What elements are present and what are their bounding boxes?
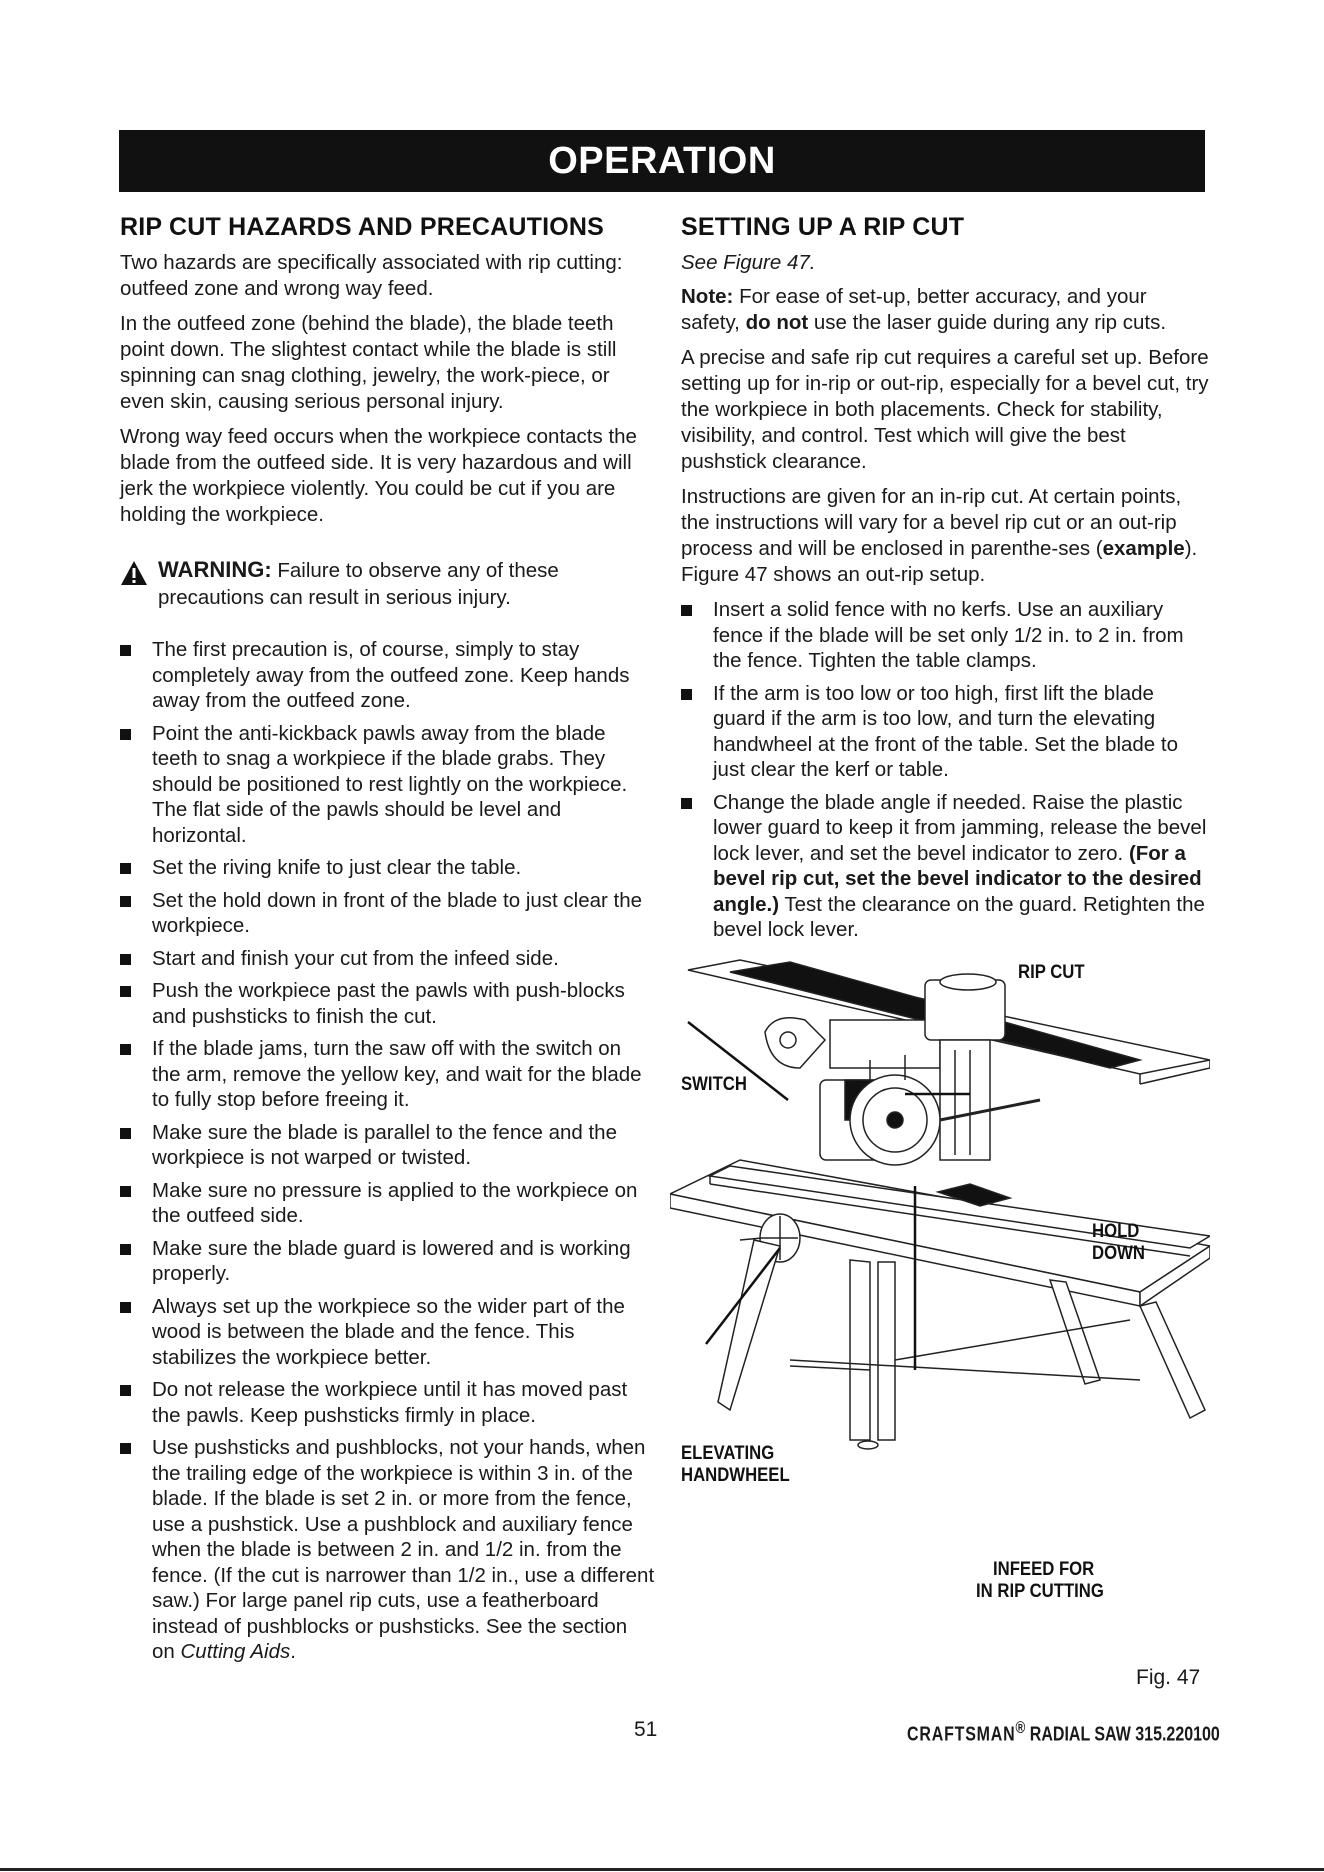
bullet-icon [120,863,131,874]
paragraph [681,484,1211,588]
list-item [120,1178,655,1229]
note-paragraph [681,284,1211,336]
elevating-handwheel-callout-line1: ELEVATING [681,1443,775,1464]
warning-message: Failure to observe any of these precautions can result in serious injury. [158,559,559,609]
note-text: For ease of set-up, better accuracy, and your safety, [681,285,1147,334]
bullet-icon [120,1128,131,1139]
bullet-icon [120,986,131,997]
paragraph: A precise and safe rip cut requires a careful set up. Before setting up for in-rip or out-rip, especially for a bevel cut, try the workpiece in both placements. Check for stability, visibility, and control. Test which will give the best pushstick clearance. [681,346,1209,473]
bullet-icon [120,1044,131,1055]
bullet-icon [681,605,692,616]
list-item [120,1120,655,1171]
infeed-callout-line1: INFEED FOR [993,1559,1095,1580]
list-item-text: Set the hold down in front of the blade to just clear the workpiece. [152,888,643,937]
list-item-text: Change the blade angle if needed. Raise the plastic lower guard to keep it from jamming, release the bevel lock lever, and set the bevel indicator to zero. [713,790,1207,865]
list-item [681,681,1211,783]
note-emphasis: do not [745,311,809,334]
switch-callout: SWITCH [681,1074,747,1095]
paragraph: Wrong way feed occurs when the workpiece contacts the blade from the outfeed side. It is very hazardous and will jerk the workpiece violently. You could be cut if you are holding the workpiece. [120,425,637,526]
list-item [120,721,655,849]
list-item [120,978,655,1029]
paragraph: Two hazards are specifically associated with rip cutting: outfeed zone and wrong way feed. [120,251,623,300]
cutting-aids-reference: Cutting Aids [180,1640,291,1663]
list-item-text: The first precaution is, of course, simply to stay completely away from the outfeed zone. Keep hands away from the outfeed zone. [152,638,630,712]
list-item [120,888,655,939]
list-item-text: Start and finish your cut from the infeed side. [152,946,559,970]
list-item [681,597,1211,674]
elevating-handwheel-callout-line2: HANDWHEEL [681,1465,790,1486]
list-item-text: Point the anti-kickback pawls away from the blade teeth to snag a workpiece if the blade grabs. They should be positioned to rest lightly on the workpiece. The flat side of the pawls should be level and horizontal. [152,721,628,847]
radial-saw-figure [670,940,1210,1660]
rip-cut-callout: RIP CUT [1018,962,1085,983]
note-label: Note: [681,285,734,308]
list-item-text: If the arm is too low or too high, first lift the blade guard if the arm is too low, and turn the elevating handwheel at the front of the table. Set the blade to just clear the kerf or table. [713,681,1179,781]
bullet-icon [120,729,131,740]
list-item-text: Do not release the workpiece until it has moved past the pawls. Keep pushsticks firmly in place. [152,1378,628,1427]
list-item-text: Set the riving knife to just clear the table. [152,856,522,879]
bullet-icon [120,1385,131,1396]
footer-model [907,1718,1220,1747]
bullet-icon [120,1244,131,1255]
list-item [681,790,1211,943]
list-item-text: Insert a solid fence with no kerfs. Use an auxiliary fence if the blade will be set only 1/2 in. to 2 in. from the fence. Tighten the table clamps. [713,598,1184,672]
precautions-list [120,637,655,1665]
registered-mark: ® [1015,1718,1026,1737]
warning-label: WARNING: [158,557,272,582]
figure-caption: Fig. 47 [1136,1666,1201,1689]
paragraph: In the outfeed zone (behind the blade), the blade teeth point down. The slightest contact while the blade is still spinning can snag clothing, jewelry, the work-piece, or even skin, causing serious personal injury. [120,312,617,413]
list-item-text: Use pushsticks and pushblocks, not your hands, when the trailing edge of the workpiece is within 3 in. of the blade. If the blade is set 2 in. or more from the fence, use a pushstick. Use a pushblock and auxiliary fence when the blade is between 2 in. and 1/2 in. from the fence. (If the cut is narrower than 1/2 in., use a different saw.) For large panel rip cuts, use a featherboard instead of pushblocks or pushsticks. See the section on [152,1436,655,1663]
list-item-text-end: Test the clearance on the guard. Retighten the bevel lock lever. [713,892,1205,941]
radial-saw-illustration [670,940,1210,1660]
bullet-icon [120,896,131,907]
list-item-text: Always set up the workpiece so the wider part of the wood is between the blade and the fence. This stabilizes the workpiece better. [152,1294,625,1369]
page-number: 51 [634,1718,658,1741]
rip-cut-hazards-heading: RIP CUT HAZARDS AND PRECAUTIONS [120,213,604,241]
list-item [120,946,655,972]
list-item [120,1377,655,1428]
paragraph-text-end: ). Figure 47 shows an out-rip setup. [681,537,1198,586]
hold-down-callout: HOLD DOWN [1092,1221,1145,1264]
list-item [120,1036,655,1113]
list-item-text: Push the workpiece past the pawls with push-blocks and pushsticks to finish the cut. [152,979,625,1028]
right-column [681,213,1211,950]
note-text-end: use the laser guide during any rip cuts. [808,311,1167,334]
bullet-icon [120,1302,131,1313]
bullet-icon [681,798,692,809]
bullet-icon [120,1186,131,1197]
model-number: RADIAL SAW 315.220100 [1025,1723,1220,1746]
see-figure-reference: See Figure 47. [681,251,816,274]
list-item [120,855,655,881]
list-item [120,1435,655,1665]
bullet-icon [120,954,131,965]
list-item-end: . [290,1640,296,1663]
list-item [120,637,655,714]
list-item-text: If the blade jams, turn the saw off with the switch on the arm, remove the yellow key, and wait for the blade to fully stop before freeing it. [152,1037,642,1111]
warning-block [120,556,655,611]
bevel-instruction-emphasis: (For a bevel rip cut, set the bevel indicator to the desired angle.) [713,841,1202,916]
section-banner: OPERATION [119,130,1205,192]
list-item [120,1294,655,1371]
bottom-divider [0,1868,1324,1871]
list-item-text: Make sure no pressure is applied to the workpiece on the outfeed side. [152,1178,638,1227]
paragraph-text: Instructions are given for an in-rip cut. At certain points, the instructions will vary for a bevel rip cut or an out-rip process and will be enclosed in parenthe-ses ( [681,485,1182,560]
warning-text [158,556,655,611]
left-column [120,213,655,1672]
example-emphasis: example [1102,537,1185,560]
craftsman-logo: CRAFTSMAN [907,1723,1016,1746]
bullet-icon [681,689,692,700]
list-item [120,1236,655,1287]
bullet-icon [120,645,131,656]
setting-up-rip-cut-heading: SETTING UP A RIP CUT [681,213,965,241]
infeed-callout-line2: IN RIP CUTTING [976,1581,1104,1602]
setup-steps-list [681,597,1211,943]
list-item-text: Make sure the blade is parallel to the fence and the workpiece is not warped or twisted. [152,1120,617,1169]
list-item-text: Make sure the blade guard is lowered and is working properly. [152,1236,631,1285]
warning-triangle-icon [120,556,148,611]
bullet-icon [120,1443,131,1454]
